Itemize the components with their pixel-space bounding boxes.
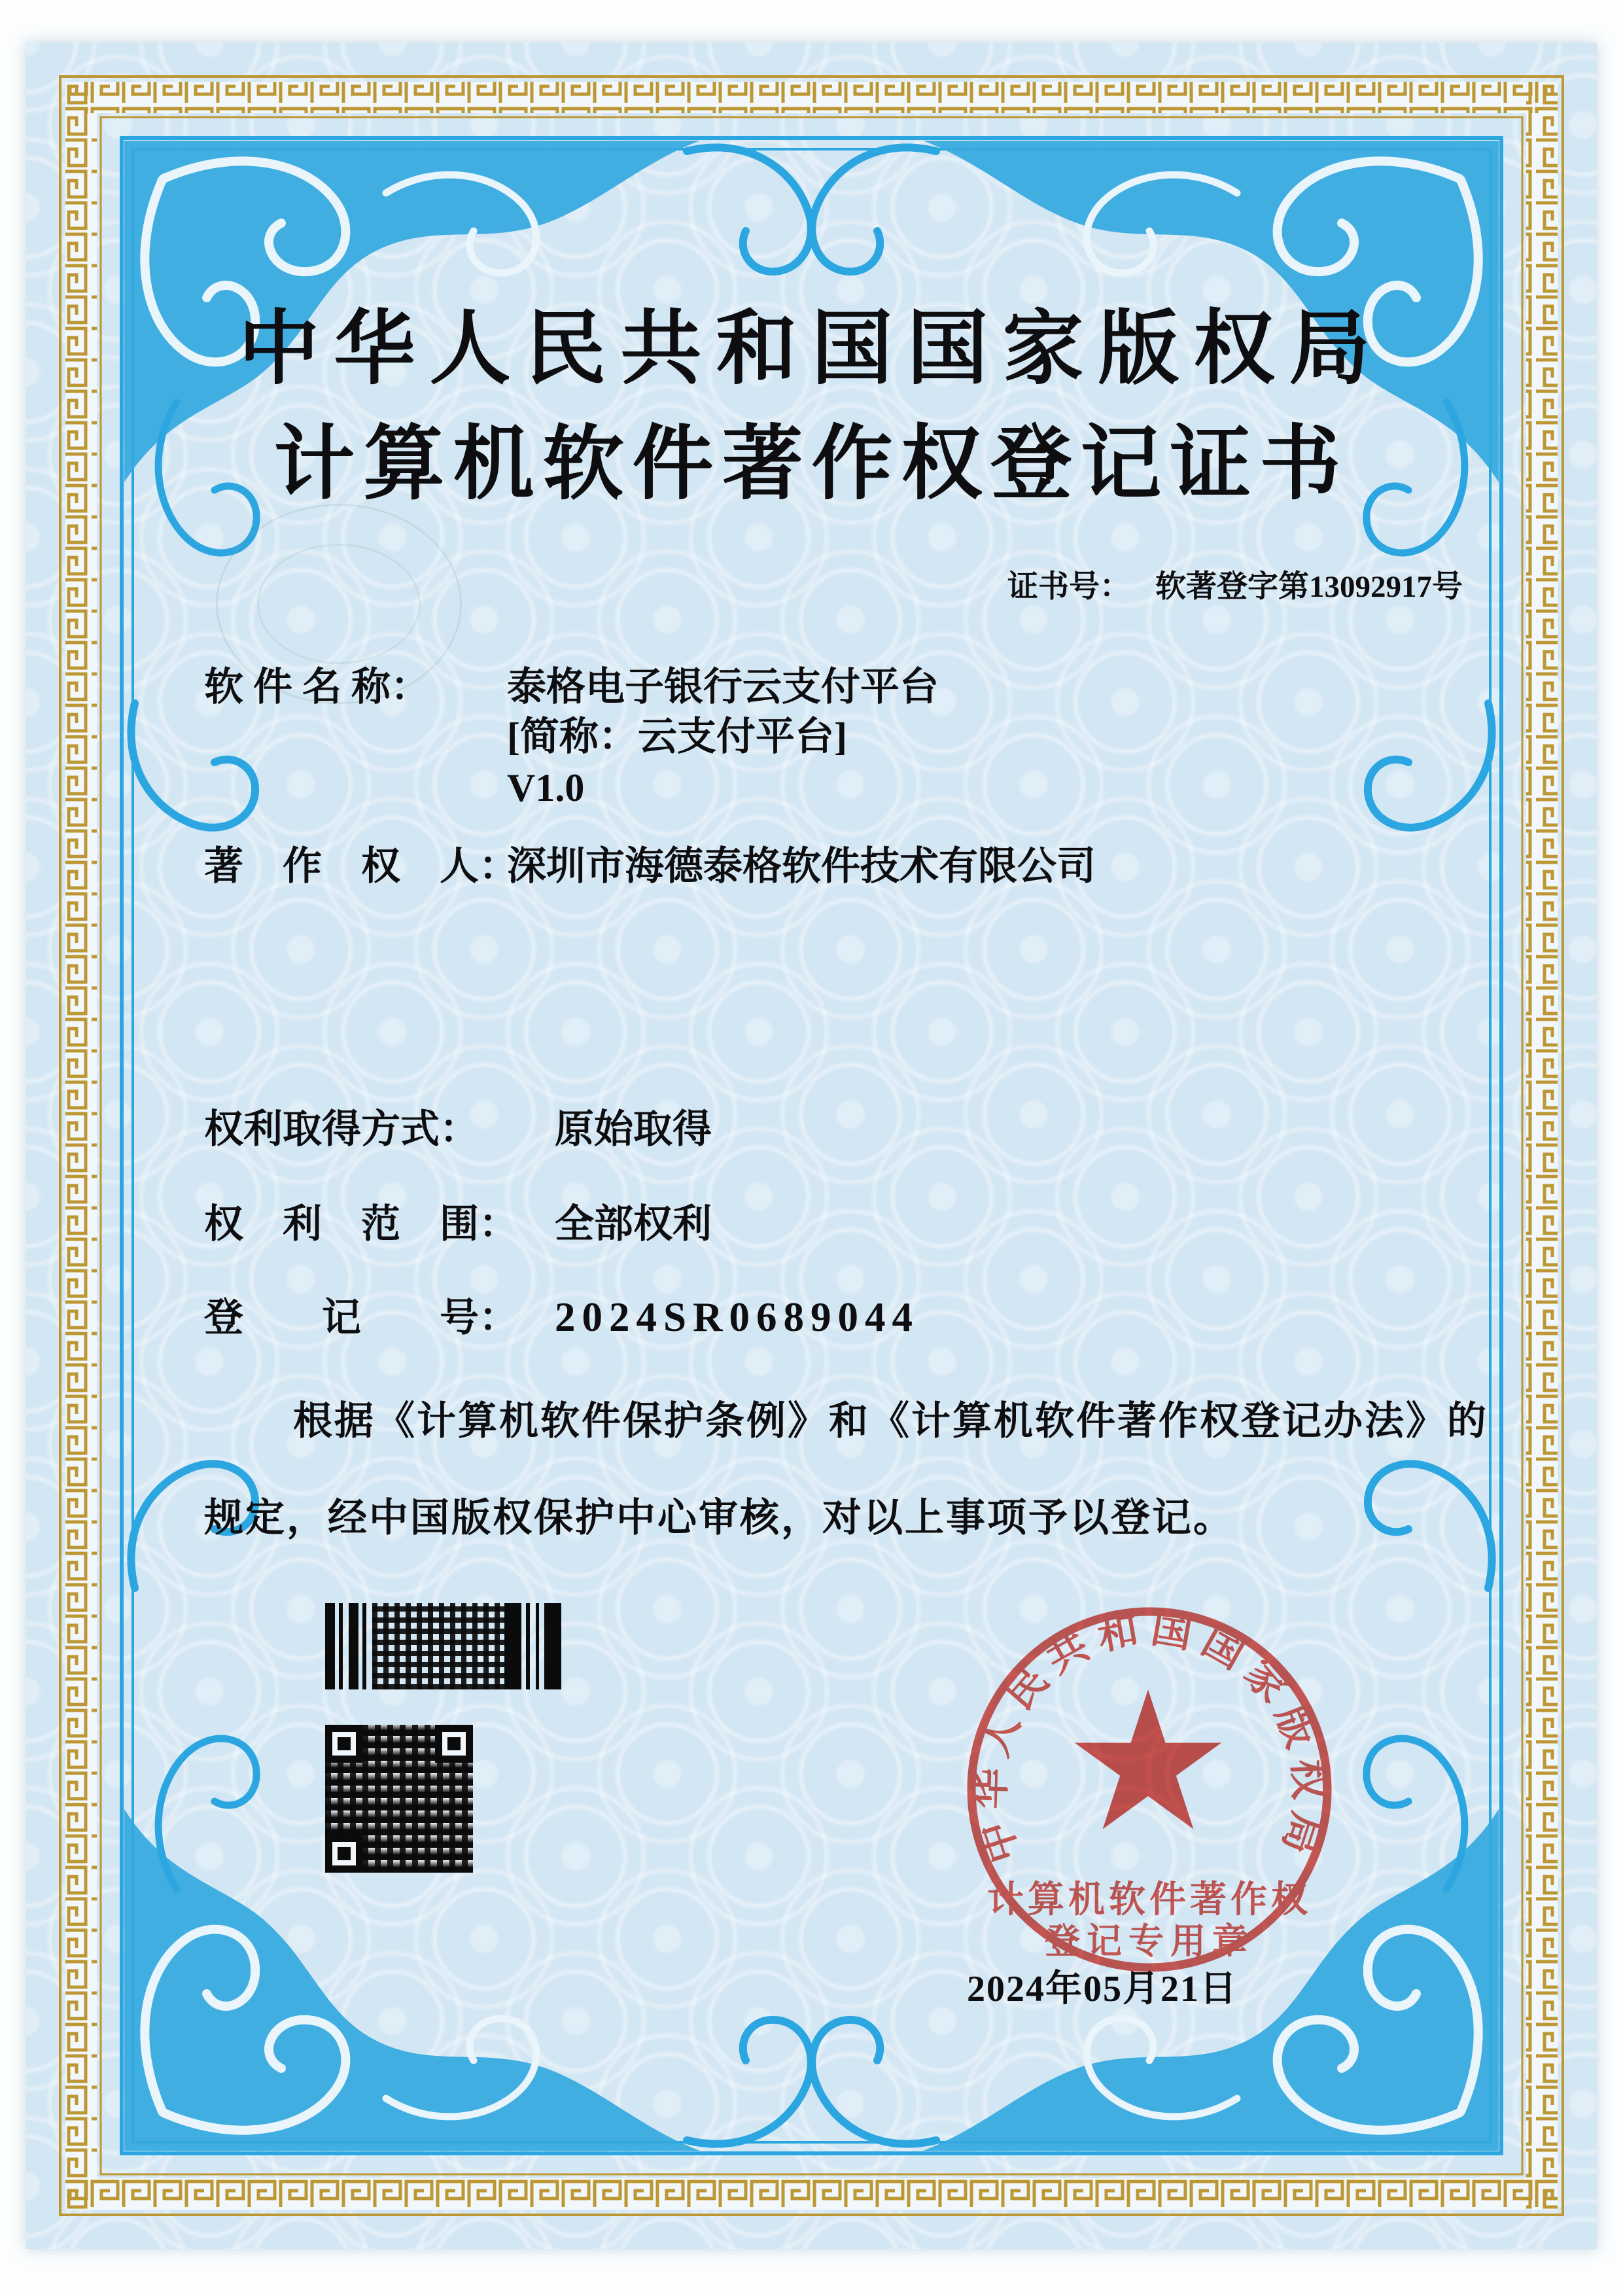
- registration-number-label: 登 记 号：: [204, 1296, 518, 1339]
- barcode-graphic: [325, 1603, 562, 1689]
- rights-scope-label: 权 利 范 围：: [204, 1203, 518, 1246]
- authority-title: 中华人民共和国国家版权局: [238, 304, 1385, 394]
- qr-code-graphic: [325, 1725, 473, 1873]
- qr-position-marker-icon: [325, 1725, 363, 1763]
- barcode-bars-right: [504, 1603, 562, 1689]
- copyright-owner-label: 著 作 权 人：: [204, 845, 518, 888]
- registration-date: 2024年05月21日: [967, 1969, 1238, 2009]
- statement-line-1: 根据《计算机软件保护条例》和《计算机软件著作权登记办法》的: [293, 1400, 1488, 1443]
- acquisition-method-label: 权利取得方式：: [204, 1108, 479, 1151]
- seal-arc-text: 中华人民共和国国家版权局: [968, 1606, 1331, 1868]
- barcode-matrix: [372, 1603, 504, 1689]
- official-seal: [960, 1600, 1339, 1979]
- certificate-number-label: 证书号：: [1007, 570, 1130, 604]
- certificate-number-row: [1007, 572, 1463, 603]
- seal-text-line-1: 计算机软件著作权: [987, 1880, 1312, 1920]
- meander-border-bottom: [65, 2178, 1558, 2210]
- registration-number-value: 2024SR0689044: [555, 1294, 920, 1340]
- statement-line-2: 规定，经中国版权保护中心审核，对以上事项予以登记。: [204, 1496, 1234, 1540]
- star-icon: [1075, 1689, 1221, 1829]
- seal-text-line-2: 登记专用章: [1045, 1922, 1254, 1961]
- barcode-bars-left: [325, 1603, 372, 1689]
- software-name-label: 软 件 名 称：: [204, 665, 430, 709]
- qr-position-marker-icon: [325, 1835, 363, 1873]
- meander-border-right: [1526, 82, 1558, 2210]
- meander-border-top: [65, 82, 1558, 113]
- software-alias-value: [简称：云支付平台]: [507, 715, 847, 758]
- rights-scope-value: 全部权利: [555, 1203, 712, 1246]
- meander-border-left: [65, 82, 97, 2210]
- acquisition-method-value: 原始取得: [555, 1108, 712, 1151]
- certificate-number-value: 软著登字第13092917号: [1155, 570, 1463, 604]
- software-name-value: 泰格电子银行云支付平台: [507, 665, 939, 709]
- qr-position-marker-icon: [435, 1725, 473, 1763]
- software-version-value: V1.0: [507, 766, 585, 809]
- certificate-title: 计算机软件著作权登记证书: [273, 419, 1350, 509]
- copyright-owner-value: 深圳市海德泰格软件技术有限公司: [507, 845, 1096, 888]
